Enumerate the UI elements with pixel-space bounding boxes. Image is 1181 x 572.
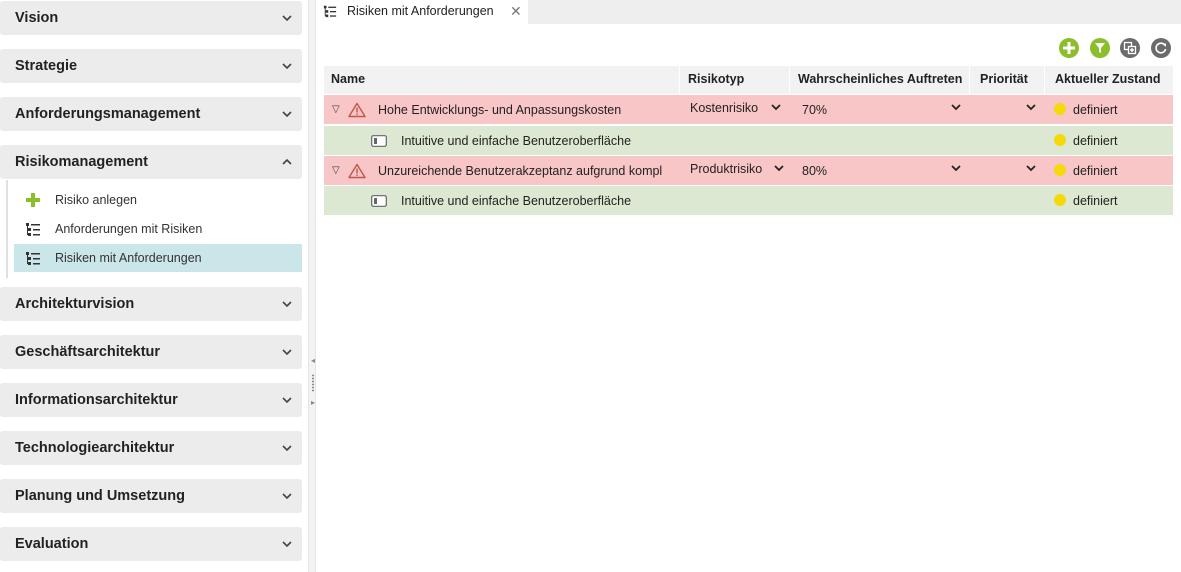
section-label: Informationsarchitektur — [15, 392, 178, 408]
name-cell — [324, 95, 680, 125]
submenu-guide-line — [6, 180, 8, 278]
section-label: Geschäftsarchitektur — [15, 344, 161, 360]
tab-bar — [316, 0, 1181, 24]
copy-icon — [1119, 37, 1141, 59]
tree-list-icon — [25, 250, 41, 266]
requirement-icon — [371, 195, 387, 207]
priority-select[interactable] — [970, 156, 1045, 186]
chevron-down-icon — [282, 395, 292, 405]
table-row[interactable] — [324, 156, 1173, 186]
sidebar-item-label: Risiken mit Anforderungen — [55, 251, 202, 265]
section-label: Architekturvision — [15, 296, 135, 312]
section-architekturvision[interactable] — [0, 287, 302, 321]
section-label: Vision — [15, 10, 59, 26]
sidebar-item-risiken-mit-anforderungen[interactable] — [14, 244, 302, 272]
table-row[interactable] — [324, 186, 1173, 216]
tree-list-icon — [25, 221, 41, 237]
chevron-down-icon — [771, 103, 781, 111]
probability-select[interactable] — [790, 156, 970, 186]
name-cell — [324, 186, 680, 216]
status-cell — [1045, 126, 1173, 156]
sidebar-item-risiko-anlegen[interactable] — [14, 186, 302, 214]
status-dot-icon — [1054, 194, 1066, 206]
section-vision[interactable] — [0, 1, 302, 35]
name-cell — [324, 156, 680, 186]
refresh-icon — [1150, 37, 1172, 59]
status-dot-icon — [1054, 103, 1066, 115]
column-header-risikotyp[interactable]: Risikotyp — [680, 66, 790, 94]
status-value: definiert — [1073, 103, 1118, 117]
collapse-triangle-icon[interactable]: ▽ — [332, 165, 340, 176]
table-header — [324, 66, 1173, 94]
section-planung-und-umsetzung[interactable] — [0, 479, 302, 513]
section-strategie[interactable] — [0, 49, 302, 83]
refresh-button[interactable] — [1150, 37, 1172, 59]
section-label: Planung und Umsetzung — [15, 488, 185, 504]
risikotyp-value: Produktrisiko — [690, 162, 763, 176]
chevron-up-icon — [282, 157, 292, 167]
chevron-down-icon — [951, 164, 961, 172]
warning-icon — [348, 102, 366, 118]
chevron-down-icon — [282, 299, 292, 309]
filter-icon — [1089, 37, 1111, 59]
section-anforderungsmanagement[interactable] — [0, 97, 302, 131]
chevron-down-icon — [282, 13, 292, 23]
name-cell — [324, 126, 680, 156]
section-technologiearchitektur[interactable] — [0, 431, 302, 465]
section-label: Risikomanagement — [15, 154, 148, 170]
chevron-down-icon — [282, 109, 292, 119]
sidebar-item-label: Risiko anlegen — [55, 193, 137, 207]
tab-risiken-mit-anforderungen[interactable] — [316, 0, 528, 24]
copy-button[interactable] — [1119, 37, 1141, 59]
chevron-down-icon — [774, 164, 784, 172]
priority-select[interactable] — [970, 95, 1045, 125]
main-panel — [316, 0, 1181, 572]
collapse-triangle-icon[interactable]: ▽ — [332, 104, 340, 115]
chevron-down-icon — [1026, 103, 1036, 111]
section-label: Strategie — [15, 58, 78, 74]
section-label: Technologiearchitektur — [15, 440, 175, 456]
chevron-down-icon — [1026, 164, 1036, 172]
chevron-down-icon — [951, 103, 961, 111]
status-value: definiert — [1073, 194, 1118, 208]
sidebar-item-label: Anforderungen mit Risiken — [55, 222, 203, 236]
requirement-icon — [371, 135, 387, 147]
sidebar — [0, 0, 308, 572]
sidebar-item-anforderungen-mit-risiken[interactable] — [14, 215, 302, 243]
status-value: definiert — [1073, 134, 1118, 148]
risikotyp-select[interactable] — [680, 95, 790, 125]
table-row[interactable] — [324, 95, 1173, 125]
risikomanagement-submenu — [0, 180, 302, 278]
status-cell — [1045, 186, 1173, 216]
probability-select[interactable] — [790, 95, 970, 125]
status-dot-icon — [1054, 164, 1066, 176]
expand-right-icon[interactable]: ▸ — [311, 398, 316, 407]
section-label: Evaluation — [15, 536, 89, 552]
add-icon — [1058, 37, 1080, 59]
requirement-name: Intuitive und einfache Benutzeroberfläche — [401, 194, 632, 208]
panel-splitter[interactable] — [308, 0, 316, 572]
chevron-down-icon — [282, 443, 292, 453]
risikotyp-select[interactable] — [680, 156, 790, 186]
requirement-name: Intuitive und einfache Benutzeroberfläche — [401, 134, 632, 148]
risikotyp-value: Kostenrisiko — [690, 101, 759, 115]
probability-value: 70% — [802, 103, 828, 117]
tab-label: Risiken mit Anforderungen — [347, 4, 494, 18]
column-header-aktueller-zustand[interactable]: Aktueller Zustand — [1055, 72, 1161, 86]
drag-handle-icon[interactable] — [312, 374, 314, 392]
chevron-down-icon — [282, 491, 292, 501]
section-geschaeftsarchitektur[interactable] — [0, 335, 302, 369]
section-evaluation[interactable] — [0, 527, 302, 561]
add-button[interactable] — [1058, 37, 1080, 59]
column-header-prioritaet[interactable]: Priorität — [970, 66, 1045, 94]
chevron-down-icon — [282, 61, 292, 71]
close-icon[interactable]: ✕ — [510, 3, 522, 19]
tree-list-icon — [323, 4, 337, 18]
column-header-wahrscheinliches-auftreten[interactable]: Wahrscheinliches Auftreten — [790, 66, 970, 94]
status-value: definiert — [1073, 164, 1118, 178]
column-header-name[interactable]: Name — [324, 66, 680, 94]
probability-value: 80% — [802, 164, 828, 178]
risk-name: Hohe Entwicklungs- und Anpassungskosten — [378, 103, 622, 117]
status-cell — [1045, 95, 1173, 125]
chevron-down-icon — [282, 347, 292, 357]
section-informationsarchitektur[interactable] — [0, 383, 302, 417]
collapse-left-icon[interactable]: ◂ — [311, 356, 316, 365]
risk-name: Unzureichende Benutzerakzeptanz aufgrund kompl — [378, 164, 663, 178]
section-label: Anforderungsmanagement — [15, 106, 201, 122]
status-dot-icon — [1054, 134, 1066, 146]
chevron-down-icon — [282, 539, 292, 549]
section-risikomanagement[interactable] — [0, 145, 302, 179]
filter-button[interactable] — [1089, 37, 1111, 59]
status-cell — [1045, 156, 1173, 186]
warning-icon — [348, 163, 366, 179]
table-row[interactable] — [324, 126, 1173, 156]
plus-icon — [25, 192, 41, 208]
